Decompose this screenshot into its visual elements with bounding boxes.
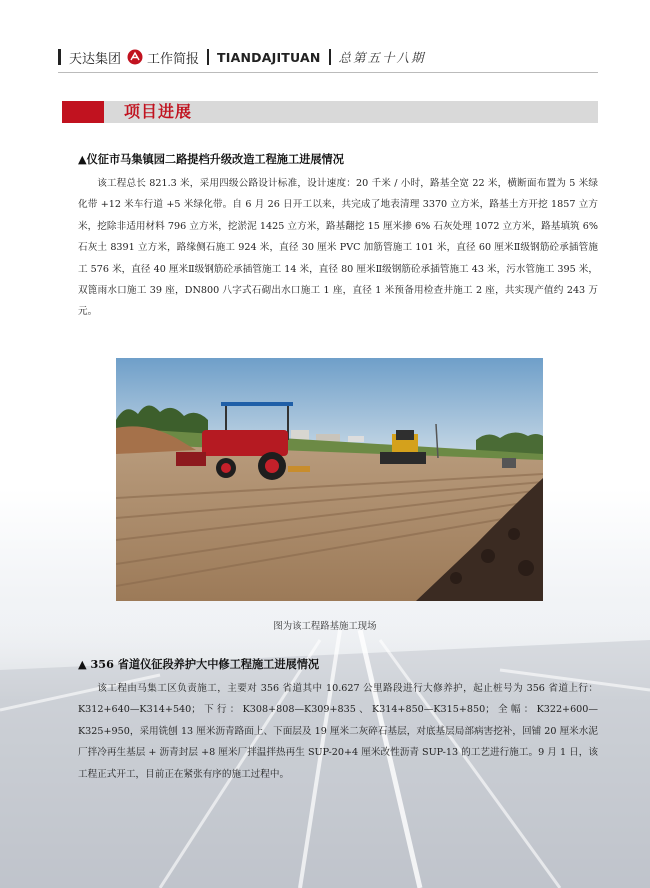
issue-number: 总第五十八期 xyxy=(338,50,426,65)
section-title: 项目进展 xyxy=(124,102,193,121)
header-divider xyxy=(329,49,331,65)
header-divider xyxy=(58,49,61,65)
page-header xyxy=(58,47,426,67)
construction-site-photo xyxy=(116,358,543,601)
photo-caption: 图为该工程路基施工现场 xyxy=(273,621,377,632)
company-name: 天达集团 xyxy=(69,51,122,67)
article-title: ▲ 356 省道仪征段养护大中修工程施工进展情况 xyxy=(78,657,320,671)
section-accent-block xyxy=(62,101,104,123)
bulletin-name: 工作简报 xyxy=(147,51,200,67)
article-title: ▲仪征市马集镇园二路提档升级改造工程施工进展情况 xyxy=(78,152,344,166)
company-logo-icon xyxy=(127,49,143,65)
header-rule xyxy=(58,72,598,73)
article-body: 该工程总长 821.3 米，采用四级公路设计标准，设计速度：20 千米 / 小时，路基全宽 22 米，横断面布置为 5 米绿化带 +12 米车行道 +5 米绿化带。自 6 月 26 日开工以来，共完成了地表清理 3370 立方米，路基土方开挖 1857 立方米，挖除非适用材料 796 立方米，挖淤泥 1425 立方米，路基翻挖 15 厘米掺 6% 石灰处理 1072 立方米，路基填筑 6% 石灰土 8391 立方米，路缘侧石施工 924 米，直径 30 厘米 PVC 加筋管施工 101 米，直径 60 厘米Ⅱ级钢筋砼承插管施工 576 米，直径 40 厘米Ⅱ级钢筋砼承插管施工 14 米，直径 80 厘米Ⅱ级钢筋砼承插管施工 43 米，污水管施工 395 米，双篦雨水口施工 39 座，DN800 八字式石砌出水口施工 1 座，直径 1 米预备用检查井施工 2 座，共实现产值约 243 万元。 xyxy=(78,178,598,318)
header-divider xyxy=(207,49,209,65)
brand-english: TIANDAJITUAN xyxy=(217,49,321,65)
article-body: 该工程由马集工区负责施工，主要对 356 省道其中 10.627 公里路段进行大修养护，起止桩号为 356 省道上行：K312+640—K314+540；下行：K308+808—K309+835、K314+850—K315+850；全幅：K322+600—K325+950，采用铣刨 13 厘米沥青路面上、下面层及 19 厘米二灰碎石基层，对底基层局部病害挖补，回铺 20 厘米水泥厂拌冷再生基层 + 沥青封层 +8 厘米厂拌温拌热再生 SUP-20+4 厘米改性沥青 SUP-13 的工艺进行施工。9 月 1 日，该工程正式开工，目前正在紧张有序的施工过程中。 xyxy=(78,683,598,780)
